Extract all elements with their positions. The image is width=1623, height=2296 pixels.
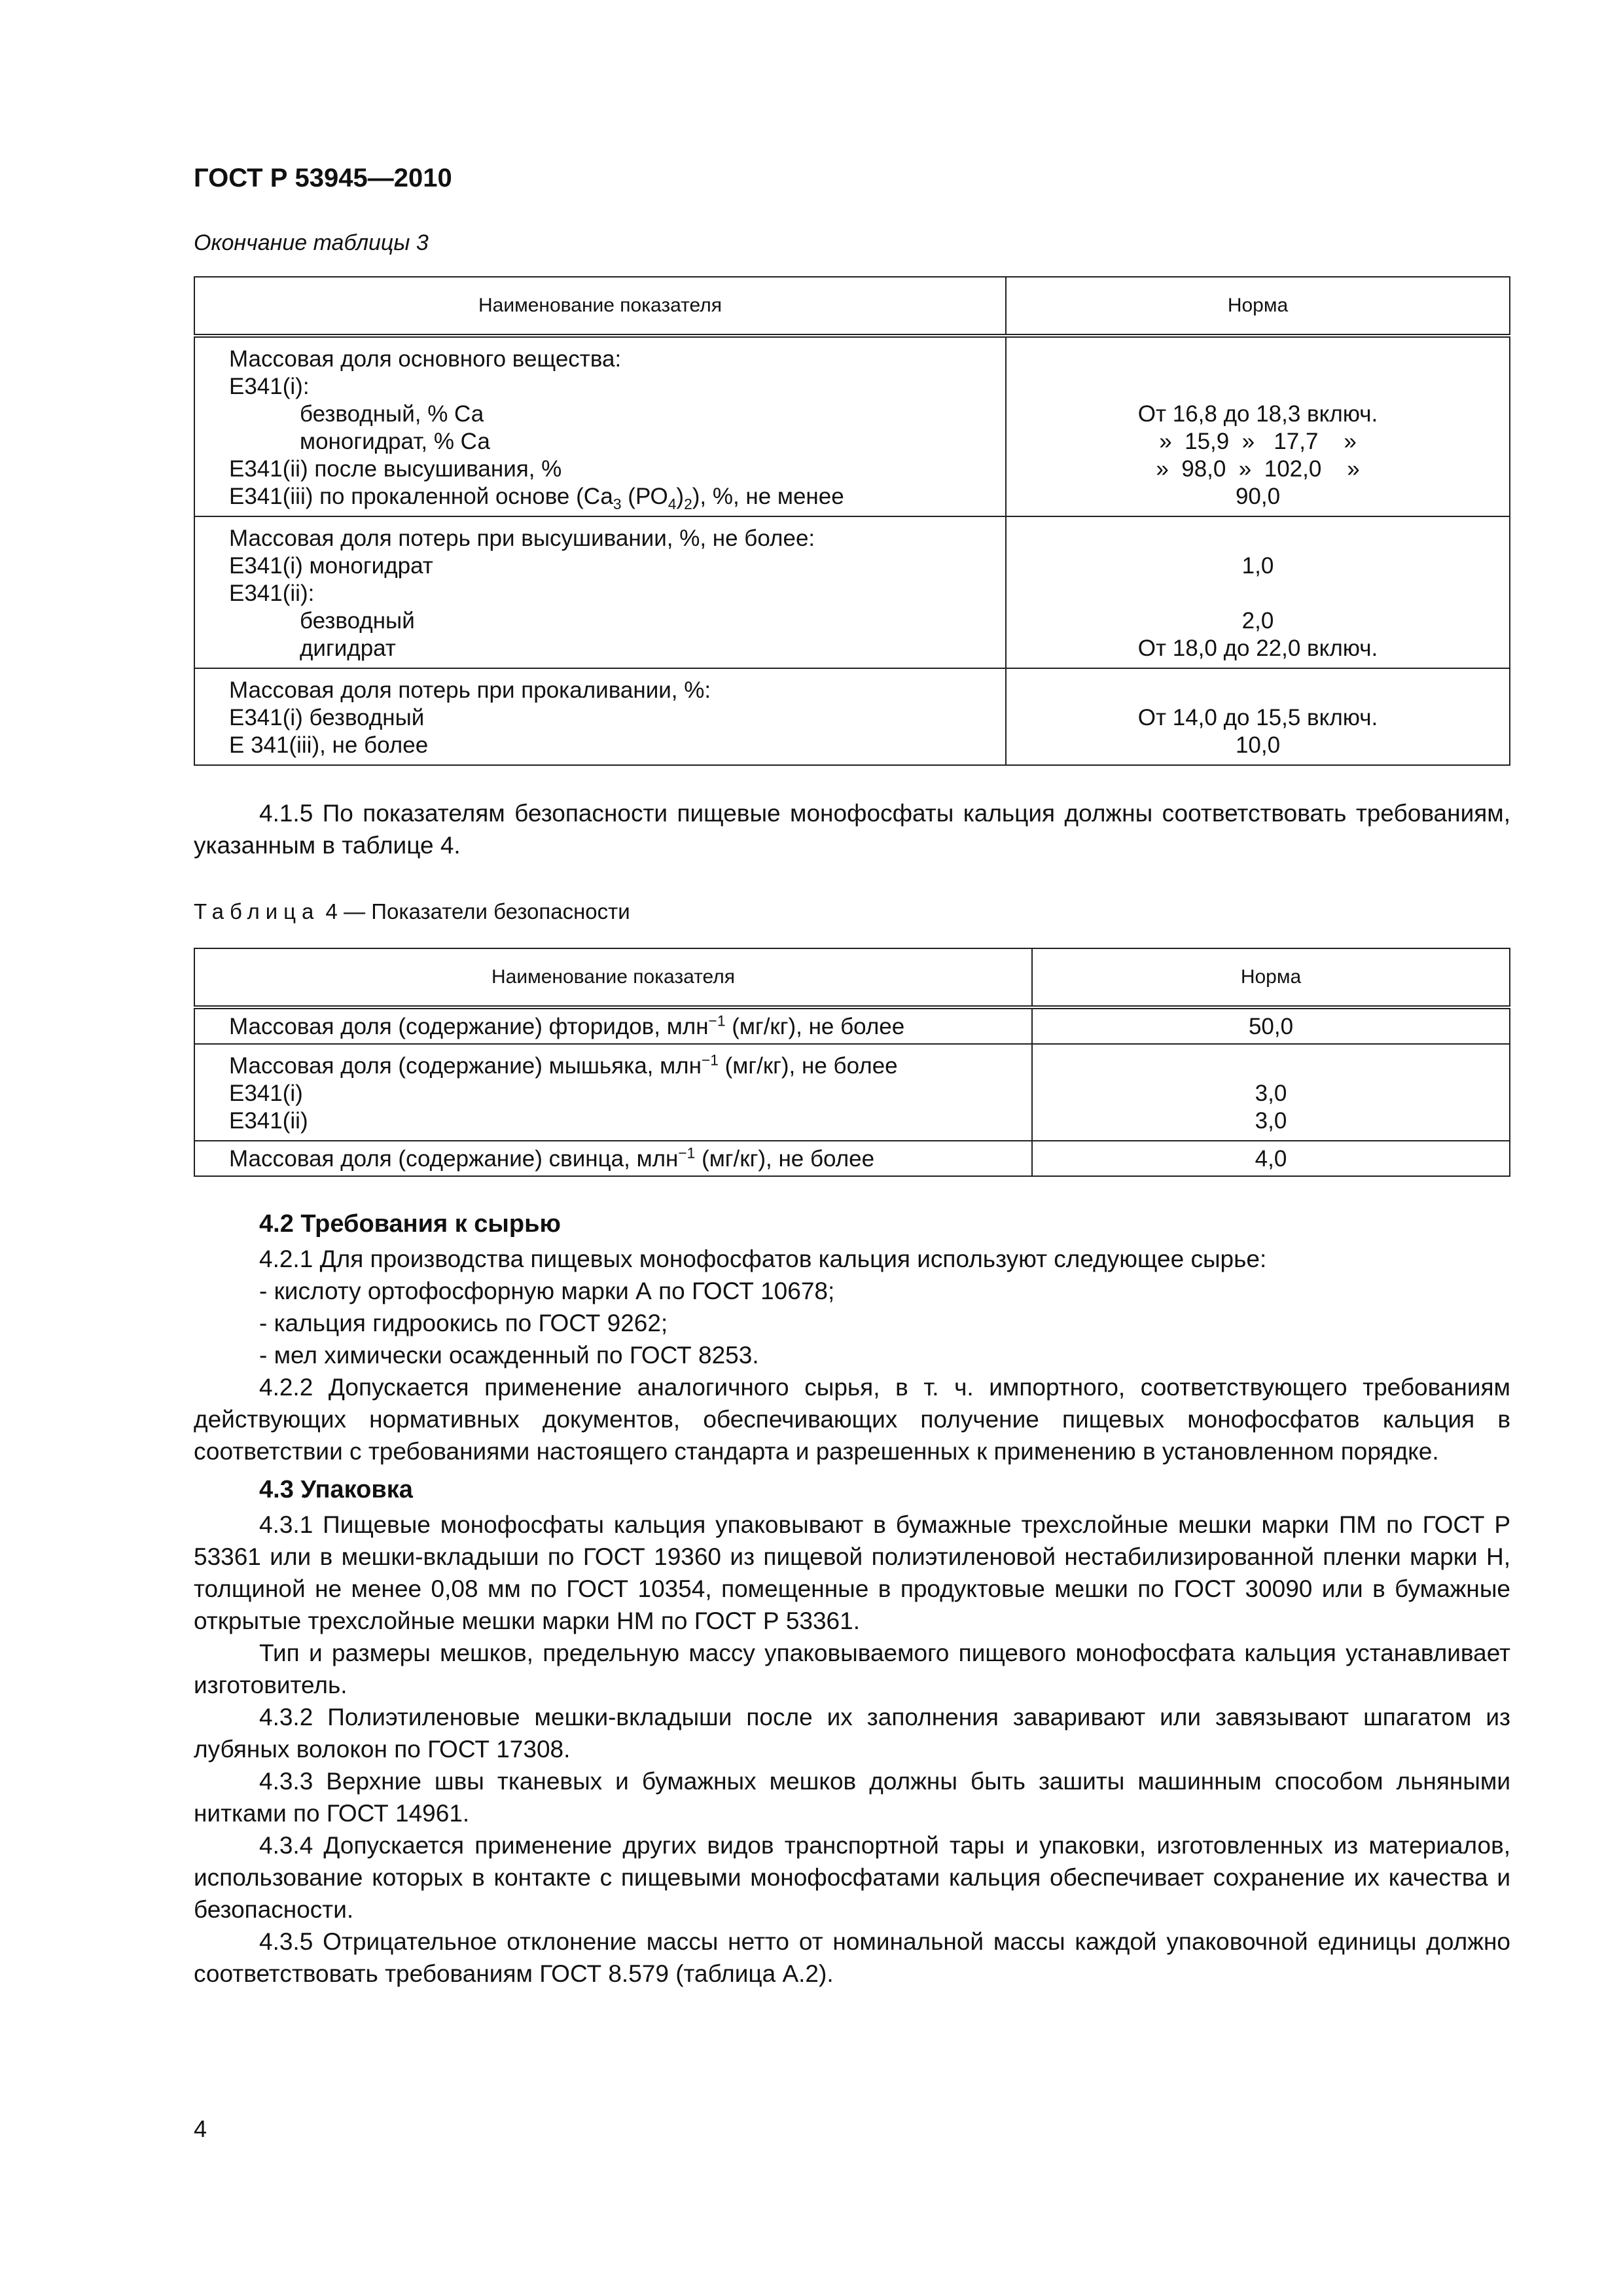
section-heading: 4.3 Упаковка [259,1476,413,1503]
row-label: Е341(ii) [229,1108,308,1134]
row-label: безводный [300,608,415,634]
table3-caption: Окончание таблицы 3 [194,230,429,255]
row-label: Массовая доля (содержание) мышьяка, млн$^{-1}$ (мг/кг), не более [229,1051,898,1079]
section-4-2 [194,1208,1510,1990]
row-label: дигидрат [300,636,396,661]
row-label: Е341(i): [229,374,310,399]
row-value: 50,0 [1248,1014,1294,1039]
row-label: Е341(i) [229,1081,303,1106]
table4-caption: Таблица 4 — Показатели безопасности [194,899,630,924]
list-item: - кислоту ортофосфорную марки А по ГОСТ 10678; [259,1278,835,1304]
row-value: От 18,0 до 22,0 включ. [1137,636,1378,661]
row-value: 2,0 [1241,608,1274,634]
row-label: Массовая доля (содержание) фторидов, млн$^{-1}$ (мг/кг), не более [229,1012,905,1039]
row-value: 3,0 [1255,1108,1287,1134]
document-id: ГОСТ Р 53945—2010 [194,164,452,192]
table4-header-norm: Норма [1032,948,1510,1007]
table-3 [194,276,1510,766]
table-4 [194,948,1510,1177]
row-label: Е 341(iii), не более [229,732,429,758]
table-row [194,1007,1510,1044]
row-label: Массовая доля потерь при высушивании, %, не более: [229,526,815,551]
row-value: 10,0 [1235,732,1281,758]
paragraph-4-3-1-note: Тип и размеры мешков, предельную массу упаковываемого пищевого монофосфата кальция устанавливает изготовитель. [194,1640,1510,1698]
page-number: 4 [194,2115,207,2142]
paragraph-4-2-2: 4.2.2 Допускается применение аналогичного сырья, в т. ч. импортного, соответствующего требованиям действующих нормативных документов, обеспечивающих получение пищевых монофосфатов кальция в соответствии с требованиями настоящего стандарта и разрешенных к применению в установленном порядке. [194,1374,1510,1465]
row-label: Е341(ii): [229,581,315,606]
row-value: От 14,0 до 15,5 включ. [1137,705,1378,730]
row-label: Е341(ii) после высушивания, % [229,456,562,482]
section-heading: 4.2 Требования к сырью [259,1210,561,1238]
row-value: » 15,9 » 17,7 » [1159,429,1357,454]
row-label: моногидрат, % Са [300,429,490,454]
table-row [194,1044,1510,1141]
row-label: Массовая доля основного вещества: [229,346,622,372]
list-item: - мел химически осажденный по ГОСТ 8253. [259,1342,759,1369]
row-label: Е341(i) безводный [229,705,425,730]
row-label: Массовая доля (содержание) свинца, млн$^{-1}$ (мг/кг), не более [229,1144,875,1172]
row-label: Массовая доля потерь при прокаливании, %: [229,677,711,703]
paragraph-4-1-5: 4.1.5 По показателям безопасности пищевые монофосфаты кальция должны соответствовать требованиям, указанным в таблице 4. [194,800,1510,859]
row-value: 3,0 [1255,1081,1287,1106]
table-row [194,336,1510,516]
table3-header-name: Наименование показателя [194,277,1006,336]
paragraph-4-3-2: 4.3.2 Полиэтиленовые мешки-вкладыши после их заполнения заваривают или завязывают шпагатом из лубяных волокон по ГОСТ 17308. [194,1704,1510,1763]
list-item: - кальция гидроокись по ГОСТ 9262; [259,1310,668,1336]
row-value: 1,0 [1241,553,1274,579]
row-label: Е341(i) моногидрат [229,553,433,579]
table-row [194,516,1510,668]
row-value: От 16,8 до 18,3 включ. [1137,401,1378,427]
paragraph-4-2-1: 4.2.1 Для производства пищевых монофосфатов кальция используют следующее сырье: [259,1246,1267,1272]
row-value: » 98,0 » 102,0 » [1156,456,1360,482]
paragraph-4-3-1: 4.3.1 Пищевые монофосфаты кальция упаковывают в бумажные трехслойные мешки марки ПМ по ГОСТ Р 53361 или в мешки-вкладыши по ГОСТ 19360 из пищевой полиэтиленовой нестабилизированной пленки марки Н, толщиной не менее 0,08 мм по ГОСТ 10354, помещенные в продуктовые мешки по ГОСТ 30090 или в бумажные открытые трехслойные мешки марки НМ по ГОСТ Р 53361. [194,1511,1510,1634]
row-value: 90,0 [1235,484,1281,509]
paragraph-4-3-5: 4.3.5 Отрицательное отклонение массы нетто от номинальной массы каждой упаковочной единицы должно соответствовать требованиям ГОСТ 8.579 (таблица А.2). [194,1928,1510,1987]
table-row [194,668,1510,765]
paragraph-4-3-3: 4.3.3 Верхние швы тканевых и бумажных мешков должны быть зашиты машинным способом льняными нитками по ГОСТ 14961. [194,1768,1510,1827]
table3-header-norm: Норма [1006,277,1510,336]
paragraph-4-3-4: 4.3.4 Допускается применение других видов транспортной тары и упаковки, изготовленных из материалов, использование которых в контакте с пищевыми монофосфатами кальция обеспечивает сохранение их качества и безопасности. [194,1832,1510,1923]
row-value: 4,0 [1255,1146,1287,1172]
table4-header-name: Наименование показателя [194,948,1032,1007]
row-label: безводный, % Са [300,401,484,427]
row-label-formula: Е341(iii) по прокаленной основе ($Са_3$ $(РО_4)_2$), %, не менее [229,484,844,512]
table-row [194,1141,1510,1176]
